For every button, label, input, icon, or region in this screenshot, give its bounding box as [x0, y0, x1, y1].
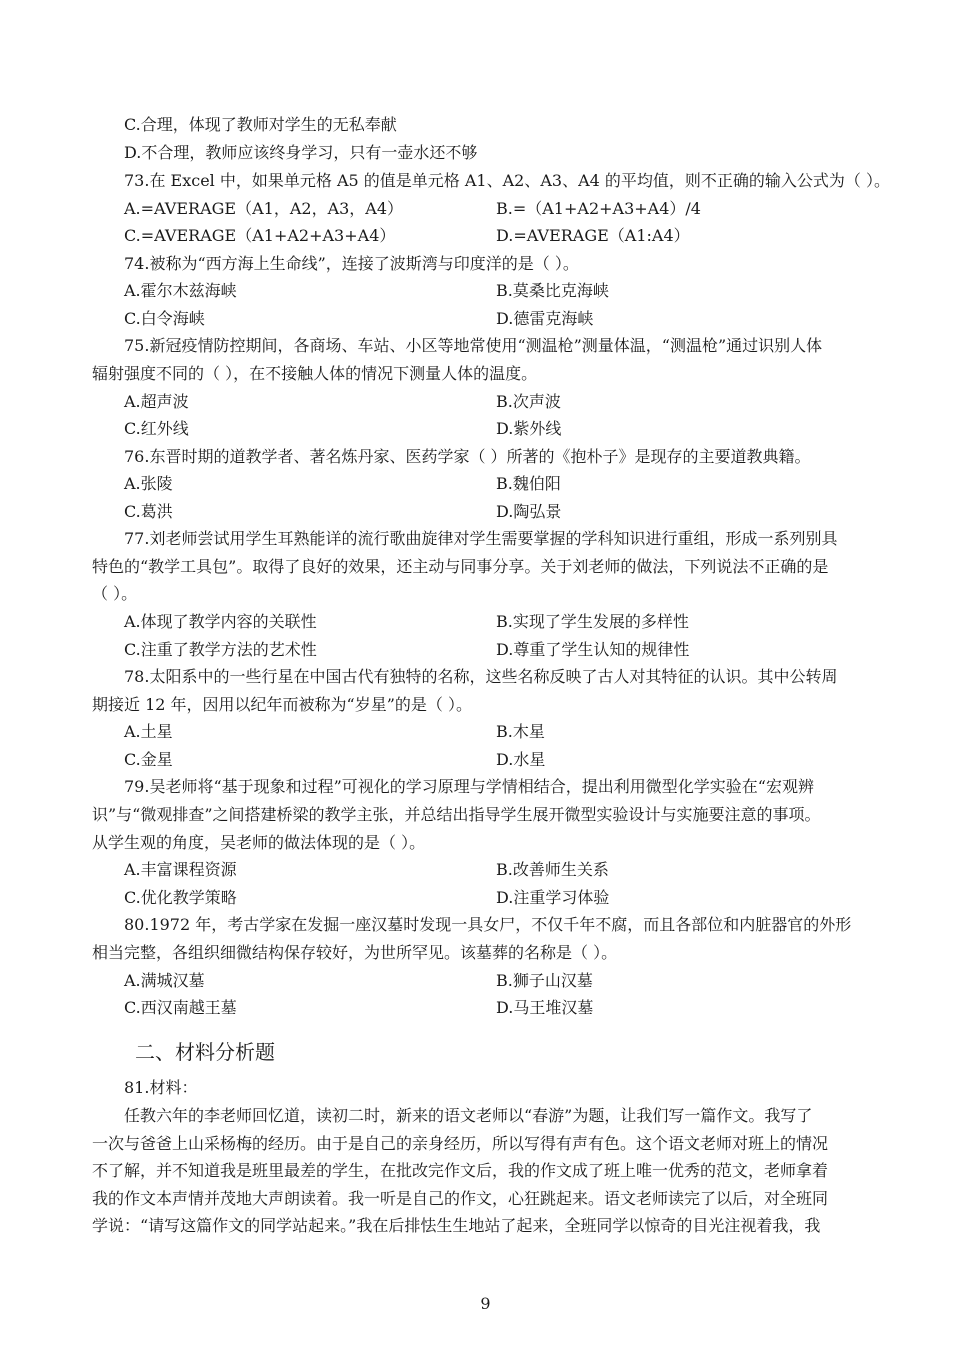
q74-option-c: C.白令海峡 — [124, 309, 205, 328]
q73-option-d: D.=AVERAGE（A1:A4） — [496, 226, 690, 245]
q80-option-b: B.狮子山汉墓 — [496, 971, 593, 990]
q72-option-d: D.不合理，教师应该终身学习，只有一壶水还不够 — [124, 143, 478, 162]
q81-label: 81.材料： — [124, 1078, 198, 1097]
q77-option-c: C.注重了教学方法的艺术性 — [124, 640, 317, 659]
q74-option-b: B.莫桑比克海峡 — [496, 281, 609, 300]
q79-option-d: D.注重学习体验 — [496, 888, 610, 907]
q78-option-d: D.水星 — [496, 750, 546, 769]
q79-option-b: B.改善师生关系 — [496, 860, 609, 879]
q76-stem: 76.东晋时期的道教学者、著名炼丹家、医药学家（ ）所著的《抱朴子》是现存的主要道教典籍。 — [124, 447, 811, 466]
section-title: 二、材料分析题 — [135, 1040, 275, 1064]
q80-option-a: A.满城汉墓 — [124, 971, 205, 990]
q79-option-a: A.丰富课程资源 — [124, 860, 237, 879]
q74-stem: 74.被称为“西方海上生命线”，连接了波斯湾与印度洋的是（ ）。 — [124, 254, 579, 273]
q80-option-d: D.马王堆汉墓 — [496, 998, 594, 1017]
q81-paragraph-line3: 不了解，并不知道我是班里最差的学生，在批改完作文后，我的作文成了班上唯一优秀的范文，老师拿着 — [92, 1161, 829, 1180]
q80-option-c: C.西汉南越王墓 — [124, 998, 237, 1017]
q75-stem-line1: 75.新冠疫情防控期间，各商场、车站、小区等地常使用“测温枪”测量体温，“测温枪”通过识别人体 — [124, 336, 823, 355]
q75-option-b: B.次声波 — [496, 392, 561, 411]
q77-stem-line1: 77.刘老师尝试用学生耳熟能详的流行歌曲旋律对学生需要掌握的学科知识进行重组，形成一系列别具 — [124, 529, 838, 548]
q75-option-d: D.紫外线 — [496, 419, 562, 438]
q79-option-c: C.优化教学策略 — [124, 888, 237, 907]
q81-paragraph-line4: 我的作文本声情并茂地大声朗读着。我一听是自己的作文，心狂跳起来。语文老师读完了以后，对全班同 — [92, 1189, 829, 1208]
q73-stem: 73.在 Excel 中，如果单元格 A5 的值是单元格 A1、A2、A3、A4 的平均值，则不正确的输入公式为（ ）。 — [124, 171, 890, 190]
q74-option-d: D.德雷克海峡 — [496, 309, 594, 328]
q75-option-c: C.红外线 — [124, 419, 189, 438]
q79-stem-line1: 79.吴老师将“基于现象和过程”可视化的学习原理与学情相结合，提出利用微型化学实验在“宏观辨 — [124, 777, 814, 796]
q72-option-c: C.合理，体现了教师对学生的无私奉献 — [124, 115, 397, 134]
q81-paragraph-line5: 学说：“请写这篇作文的同学站起来。”我在后排怯生生地站了起来，全班同学以惊奇的目光注视着我，我 — [92, 1216, 821, 1235]
q78-stem-line2: 期接近 12 年，因用以纪年而被称为“岁星”的是（ ）。 — [92, 695, 472, 714]
q78-option-b: B.木星 — [496, 722, 545, 741]
q77-stem-line3: （ ）。 — [92, 584, 138, 603]
q77-option-a: A.体现了教学内容的关联性 — [124, 612, 317, 631]
q78-option-a: A.土星 — [124, 722, 173, 741]
q73-option-b: B.=（A1+A2+A3+A4）/4 — [496, 199, 701, 218]
q73-option-a: A.=AVERAGE（A1，A2，A3，A4） — [124, 199, 404, 218]
q76-option-c: C.葛洪 — [124, 502, 173, 521]
q77-option-b: B.实现了学生发展的多样性 — [496, 612, 689, 631]
q73-option-c: C.=AVERAGE（A1+A2+A3+A4） — [124, 226, 396, 245]
q81-paragraph-line1: 任教六年的李老师回忆道，读初二时，新来的语文老师以“春游”为题，让我们写一篇作文。我写了 — [124, 1106, 813, 1125]
q79-stem-line2: 识”与“微观排查”之间搭建桥梁的教学主张，并总结出指导学生展开微型实验设计与实施要注意的事项。 — [92, 805, 821, 824]
q80-stem-line2: 相当完整，各组织细微结构保存较好，为世所罕见。该墓葬的名称是（ ）。 — [92, 943, 618, 962]
q75-stem-line2: 辐射强度不同的（ ），在不接触人体的情况下测量人体的温度。 — [92, 364, 538, 383]
q74-option-a: A.霍尔木兹海峡 — [124, 281, 237, 300]
q76-option-d: D.陶弘景 — [496, 502, 562, 521]
q79-stem-line3: 从学生观的角度，吴老师的做法体现的是（ ）。 — [92, 833, 426, 852]
q80-stem-line1: 80.1972 年，考古学家在发掘一座汉墓时发现一具女尸，不仅千年不腐，而且各部位和内脏器官的外形 — [124, 915, 852, 934]
q78-stem-line1: 78.太阳系中的一些行星在中国古代有独特的名称，这些名称反映了古人对其特征的认识。其中公转周 — [124, 667, 838, 686]
q78-option-c: C.金星 — [124, 750, 173, 769]
q77-stem-line2: 特色的“教学工具包”。取得了良好的效果，还主动与同事分享。关于刘老师的做法，下列说法不正确的是 — [92, 557, 829, 576]
page-number: 9 — [480, 1294, 491, 1313]
q81-paragraph-line2: 一次与爸爸上山采杨梅的经历。由于是自己的亲身经历，所以写得有声有色。这个语文老师对班上的情况 — [92, 1134, 829, 1153]
q75-option-a: A.超声波 — [124, 392, 189, 411]
q76-option-a: A.张陵 — [124, 474, 173, 493]
q76-option-b: B.魏伯阳 — [496, 474, 561, 493]
q77-option-d: D.尊重了学生认知的规律性 — [496, 640, 690, 659]
